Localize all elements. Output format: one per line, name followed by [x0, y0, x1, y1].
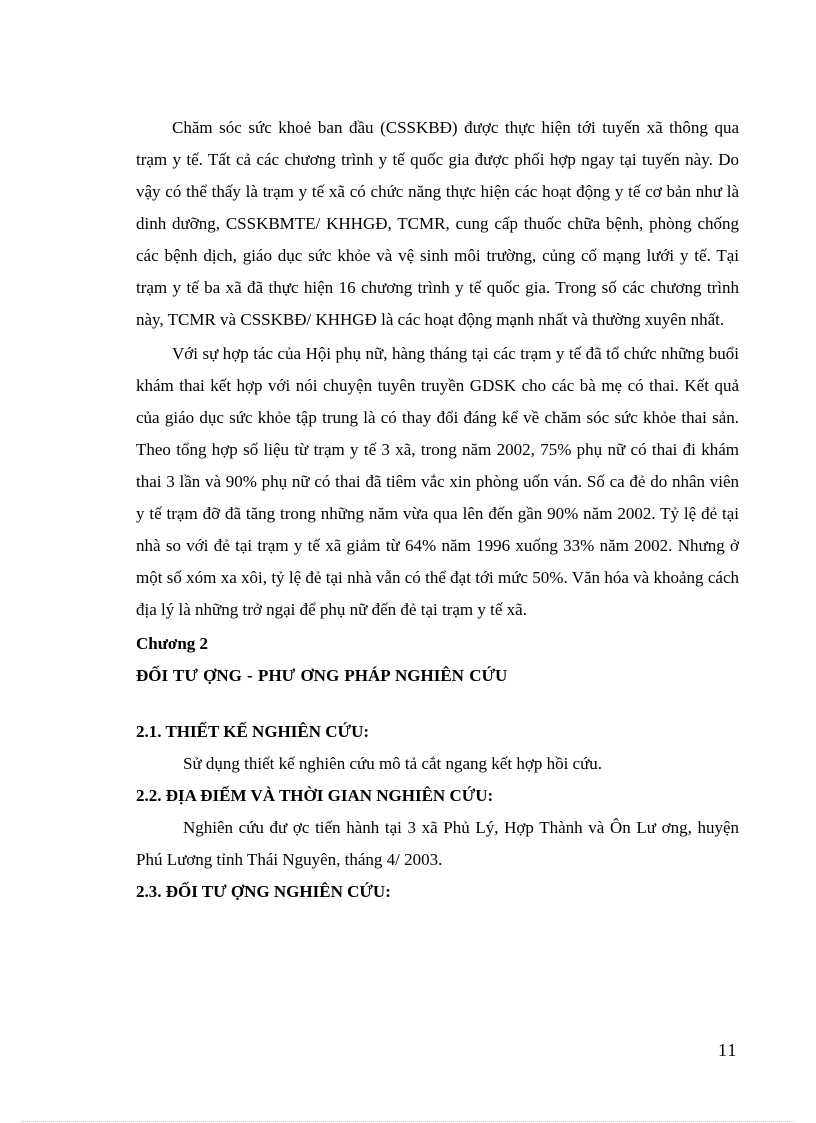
page-content	[136, 112, 739, 908]
section-text-location-time: Nghiên cứu đư ợc tiến hành tại 3 xã Phủ Lý, Hợp Thành và Ôn Lư ơng, huyện Phú Lương tỉnh Thái Nguyên, tháng 4/ 2003.	[136, 818, 739, 869]
section-text-design: Sử dụng thiết kế nghiên cứu mô tả cắt ngang kết hợp hồi cứu.	[183, 754, 603, 773]
page-number: 11	[718, 1040, 738, 1060]
section-heading-design: 2.1. THIẾT KẾ NGHIÊN CỨU:	[136, 722, 370, 741]
paragraph-primary-health-care: Chăm sóc sức khoẻ ban đầu (CSSKBĐ) được thực hiện tới tuyến xã thông qua trạm y tế. Tất cả các chương trình y tế quốc gia được phối hợp ngay tại tuyến này. Do vậy có thể thấy là trạm y tế xã có chức năng thực hiện các hoạt động y tế cơ bản như là dinh dưỡng, CSSKBMTE/ KHHGĐ, TCMR, cung cấp thuốc chữa bệnh, phòng chống các bệnh dịch, giáo dục sức khỏe và vệ sinh môi trường, củng cố mạng lưới y tế. Tại trạm y tế ba xã đã thực hiện 16 chương trình y tế quốc gia. Trong số các chương trình này, TCMR và CSSKBĐ/ KHHGĐ là các hoạt động mạnh nhất và thường xuyên nhất.	[136, 118, 739, 329]
section-heading-location-time: 2.2. ĐỊA ĐIỂM VÀ THỜI GIAN NGHIÊN CỨU:	[136, 786, 494, 805]
chapter-title: ĐỐI TƯ ỢNG - PHƯ ƠNG PHÁP NGHIÊN CỨU	[136, 666, 508, 685]
paragraph-womens-union: Với sự hợp tác của Hội phụ nữ, hàng tháng tại các trạm y tế đã tổ chức những buổi khám thai kết hợp với nói chuyện tuyên truyền GDSK cho các bà mẹ có thai. Kết quả của giáo dục sức khỏe tập trung là có thay đổi đáng kể về chăm sóc sức khỏe thai sản. Theo tổng hợp số liệu từ trạm y tế 3 xã, trong năm 2002, 75% phụ nữ có thai đi khám thai 3 lần và 90% phụ nữ có thai đã tiêm vắc xin phòng uốn ván. Số ca đẻ do nhân viên y tế trạm đỡ đã tăng trong những năm vừa qua lên đến gần 90% năm 2002. Tỷ lệ đẻ tại nhà so với đẻ tại trạm y tế xã giảm từ 64% năm 1996 xuống 33% năm 2002. Nhưng ở một số xóm xa xôi, tỷ lệ đẻ tại nhà vẫn có thể đạt tới mức 50%. Văn hóa và khoảng cách địa lý là những trở ngại để phụ nữ đến đẻ tại trạm y tế xã.	[136, 344, 739, 619]
page-bottom-border	[22, 1121, 794, 1122]
chapter-label: Chương 2	[136, 634, 209, 653]
section-heading-subjects: 2.3. ĐỐI TƯ ỢNG NGHIÊN CỨU:	[136, 882, 391, 901]
